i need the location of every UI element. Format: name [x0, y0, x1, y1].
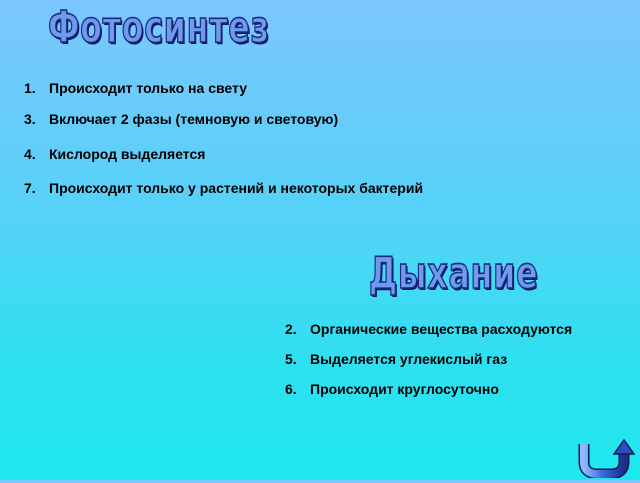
list-item	[24, 180, 423, 196]
list-item	[24, 146, 205, 162]
item-text: Кислород выделяется	[49, 146, 206, 162]
respiration-title: Дыхание	[369, 248, 539, 299]
return-button[interactable]	[576, 438, 636, 478]
item-text: Включает 2 фазы (темновую и световую)	[49, 111, 339, 127]
item-text: Происходит только у растений и некоторых бактерий	[49, 180, 424, 196]
photosynthesis-title: Фотосинтез	[48, 2, 270, 53]
item-number: 2.	[285, 321, 297, 337]
list-item	[285, 351, 507, 367]
item-number: 1.	[24, 80, 36, 96]
list-item	[285, 321, 572, 337]
list-item	[24, 80, 247, 96]
item-number: 6.	[285, 381, 297, 397]
item-text: Происходит только на свету	[49, 80, 247, 96]
list-item	[285, 381, 499, 397]
item-text: Органические вещества расходуются	[310, 321, 573, 337]
item-number: 3.	[24, 111, 36, 127]
item-number: 5.	[285, 351, 297, 367]
u-turn-arrow-icon	[576, 438, 636, 478]
item-number: 4.	[24, 146, 36, 162]
list-item	[24, 111, 338, 127]
item-text: Происходит круглосуточно	[310, 381, 499, 397]
item-number: 7.	[24, 180, 36, 196]
item-text: Выделяется углекислый газ	[310, 351, 508, 367]
